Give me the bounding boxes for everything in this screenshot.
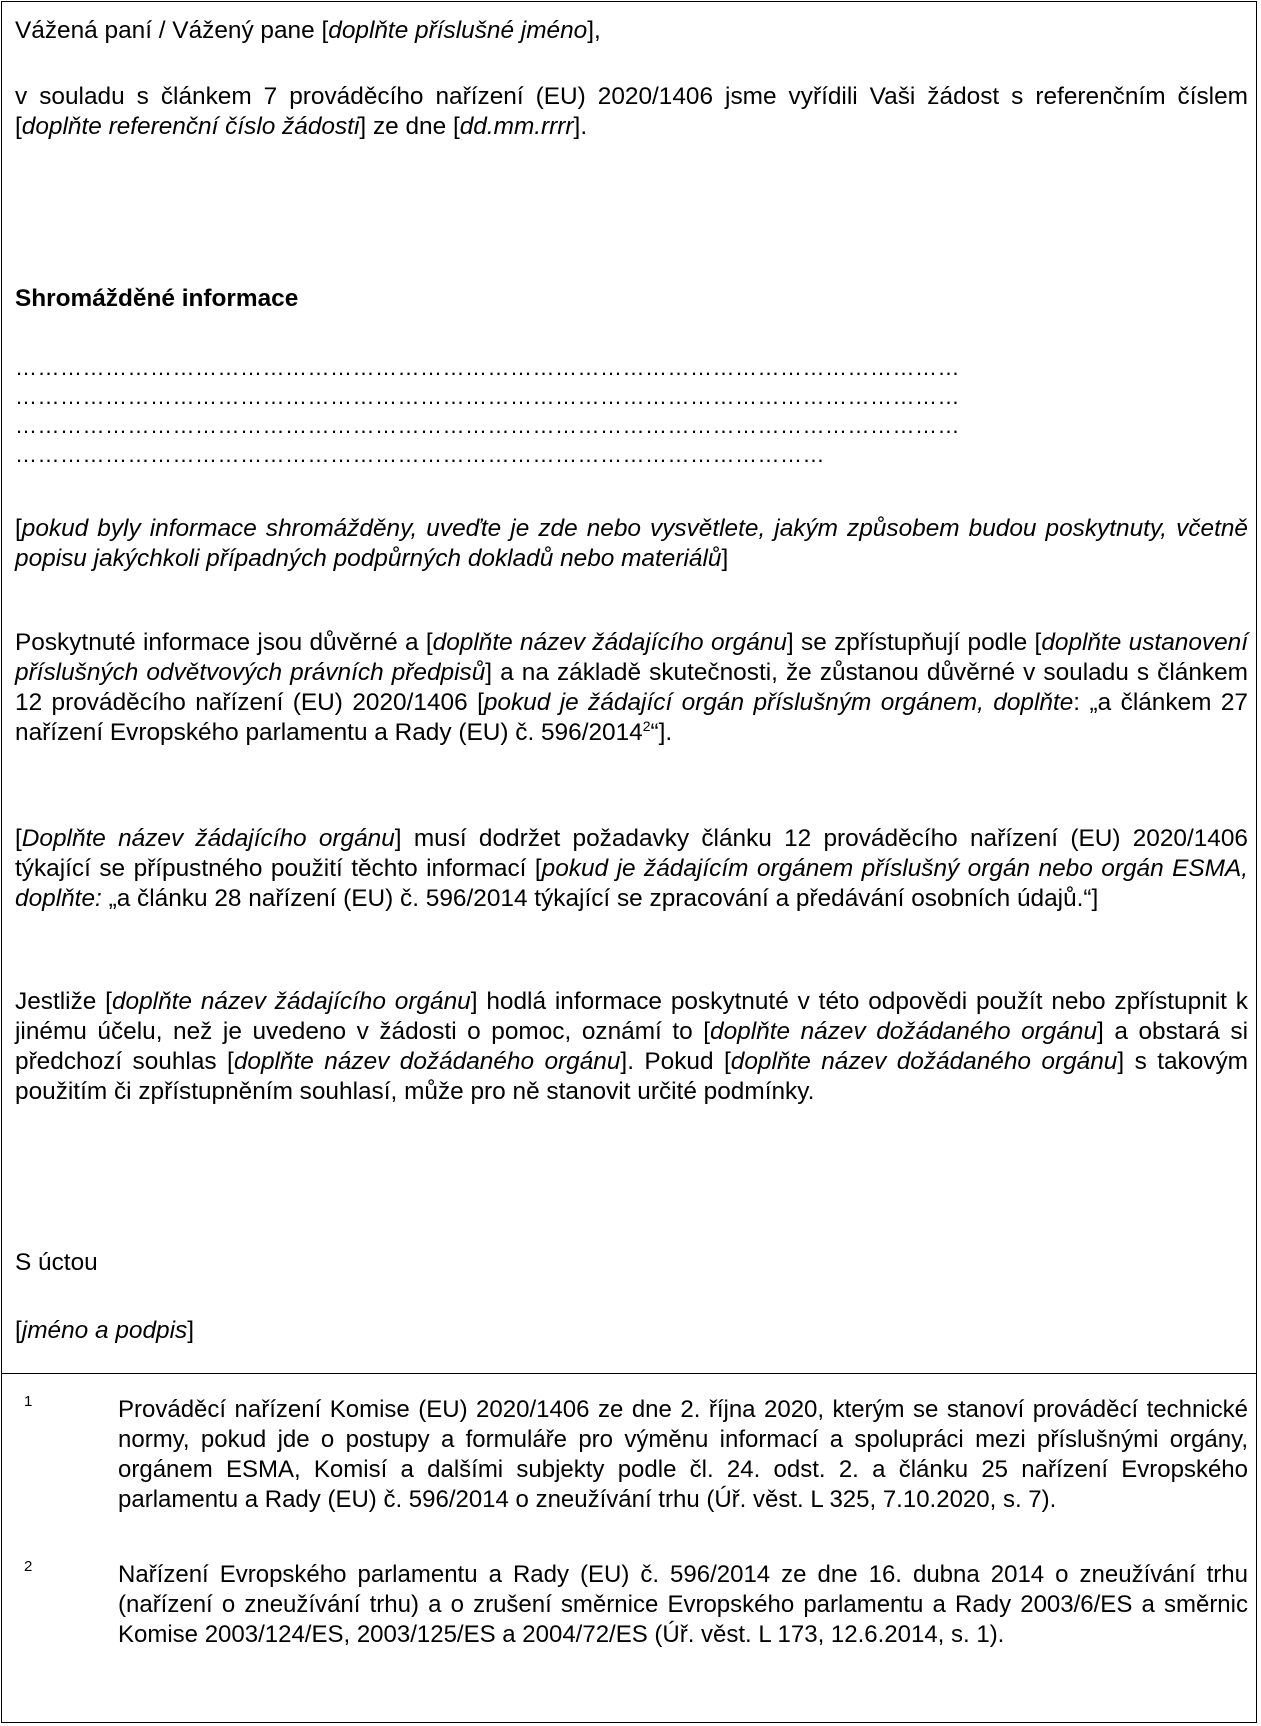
section-heading: Shromážděné informace [15, 285, 299, 312]
dotted-line: ……………………………………………………………………………………………………………… [15, 384, 960, 409]
footnote-text: Nařízení Evropského parlamentu a Rady (EU) č. 596/2014 ze dne 16. dubna 2014 o zneužívání trhu (nařízení o zneužívání trhu) a o zrušení směrnice Evropského parlamentu a Rady 2003/6/ES a směrnic Komise 2003/124/ES, 2003/125/ES a 2004/72/ES (Úř. věst. L 173, 12.6.2014, s. 1). [118, 1561, 1248, 1648]
confidentiality-paragraph: Poskytnuté informace jsou důvěrné a [doplňte název žádajícího orgánu] se zpřístupňují podle [doplňte ustanovení příslušných odvětvových právních předpisů] a na základě skutečnosti, že zůstanou důvěrné v souladu s článkem 12 prováděcího nařízení (EU) 2020/1406 [pokud je žádající orgán příslušným orgánem, doplňte: „a článkem 27 nařízení Evropského parlamentu a Rady (EU) č. 596/2014$^2$“]. [15, 629, 1249, 746]
intro-paragraph: v souladu s článkem 7 prováděcího nařízení (EU) 2020/1406 jsme vyřídili Vaši žádost s referenčním číslem [doplňte referenční číslo žádosti] ze dne [dd.mm.rrrr]. [15, 83, 1248, 140]
salutation: Vážená paní / Vážený pane [doplňte příslušné jméno], [15, 17, 601, 44]
instruction-paragraph: [pokud byly informace shromážděny, uveďte je zde nebo vysvětlete, jakým způsobem budou poskytnuty, včetně popisu jakýchkoli případných podpůrných dokladů nebo materiálů] [15, 515, 1248, 572]
dotted-line: ……………………………………………………………………………………………………………… [15, 355, 960, 380]
closing: S úctou [15, 1249, 98, 1276]
footnote-ref: 2 [642, 718, 651, 734]
consent-paragraph: Jestliže [doplňte název žádajícího orgánu] hodlá informace poskytnuté v této odpovědi použít nebo zpřístupnit k jinému účelu, než je uvedeno v žádosti o pomoc, oznámí to [doplňte název dožádaného orgánu] a obstará si předchozí souhlas [doplňte název dožádaného orgánu]. Pokud [doplňte název dožádaného orgánu] s takovým použitím či zpřístupněním souhlasí, může pro ně stanovit určité podmínky. [15, 988, 1249, 1105]
dotted-line: ……………………………………………………………………………………………………………… [15, 413, 960, 438]
dotted-line: ……………………………………………………………………………………………… [15, 442, 825, 467]
usage-requirements-paragraph: [Doplňte název žádajícího orgánu] musí dodržet požadavky článku 12 prováděcího nařízení (EU) 2020/1406 týkající se přípustného použití těchto informací [pokud je žádajícím orgánem příslušný orgán nebo orgán ESMA, doplňte: „a článku 28 nařízení (EU) č. 596/2014 týkající se zpracování a předávání osobních údajů.“] [15, 825, 1249, 912]
footnote-divider [1, 1373, 1257, 1374]
footnote-number: 1 [24, 1393, 33, 1410]
signature-placeholder: [jméno a podpis] [15, 1317, 194, 1344]
footnote-text: Prováděcí nařízení Komise (EU) 2020/1406 ze dne 2. října 2020, kterým se stanoví prováděcí technické normy, pokud jde o postupy a formuláře pro výměnu informací a spolupráci mezi příslušnými orgány, orgánem ESMA, Komisí a dalšími subjekty podle čl. 24. odst. 2. a článku 25 nařízení Evropského parlamentu a Rady (EU) č. 596/2014 o zneužívání trhu (Úř. věst. L 325, 7.10.2020, s. 7). [118, 1396, 1248, 1513]
footnote-number: 2 [24, 1558, 33, 1575]
